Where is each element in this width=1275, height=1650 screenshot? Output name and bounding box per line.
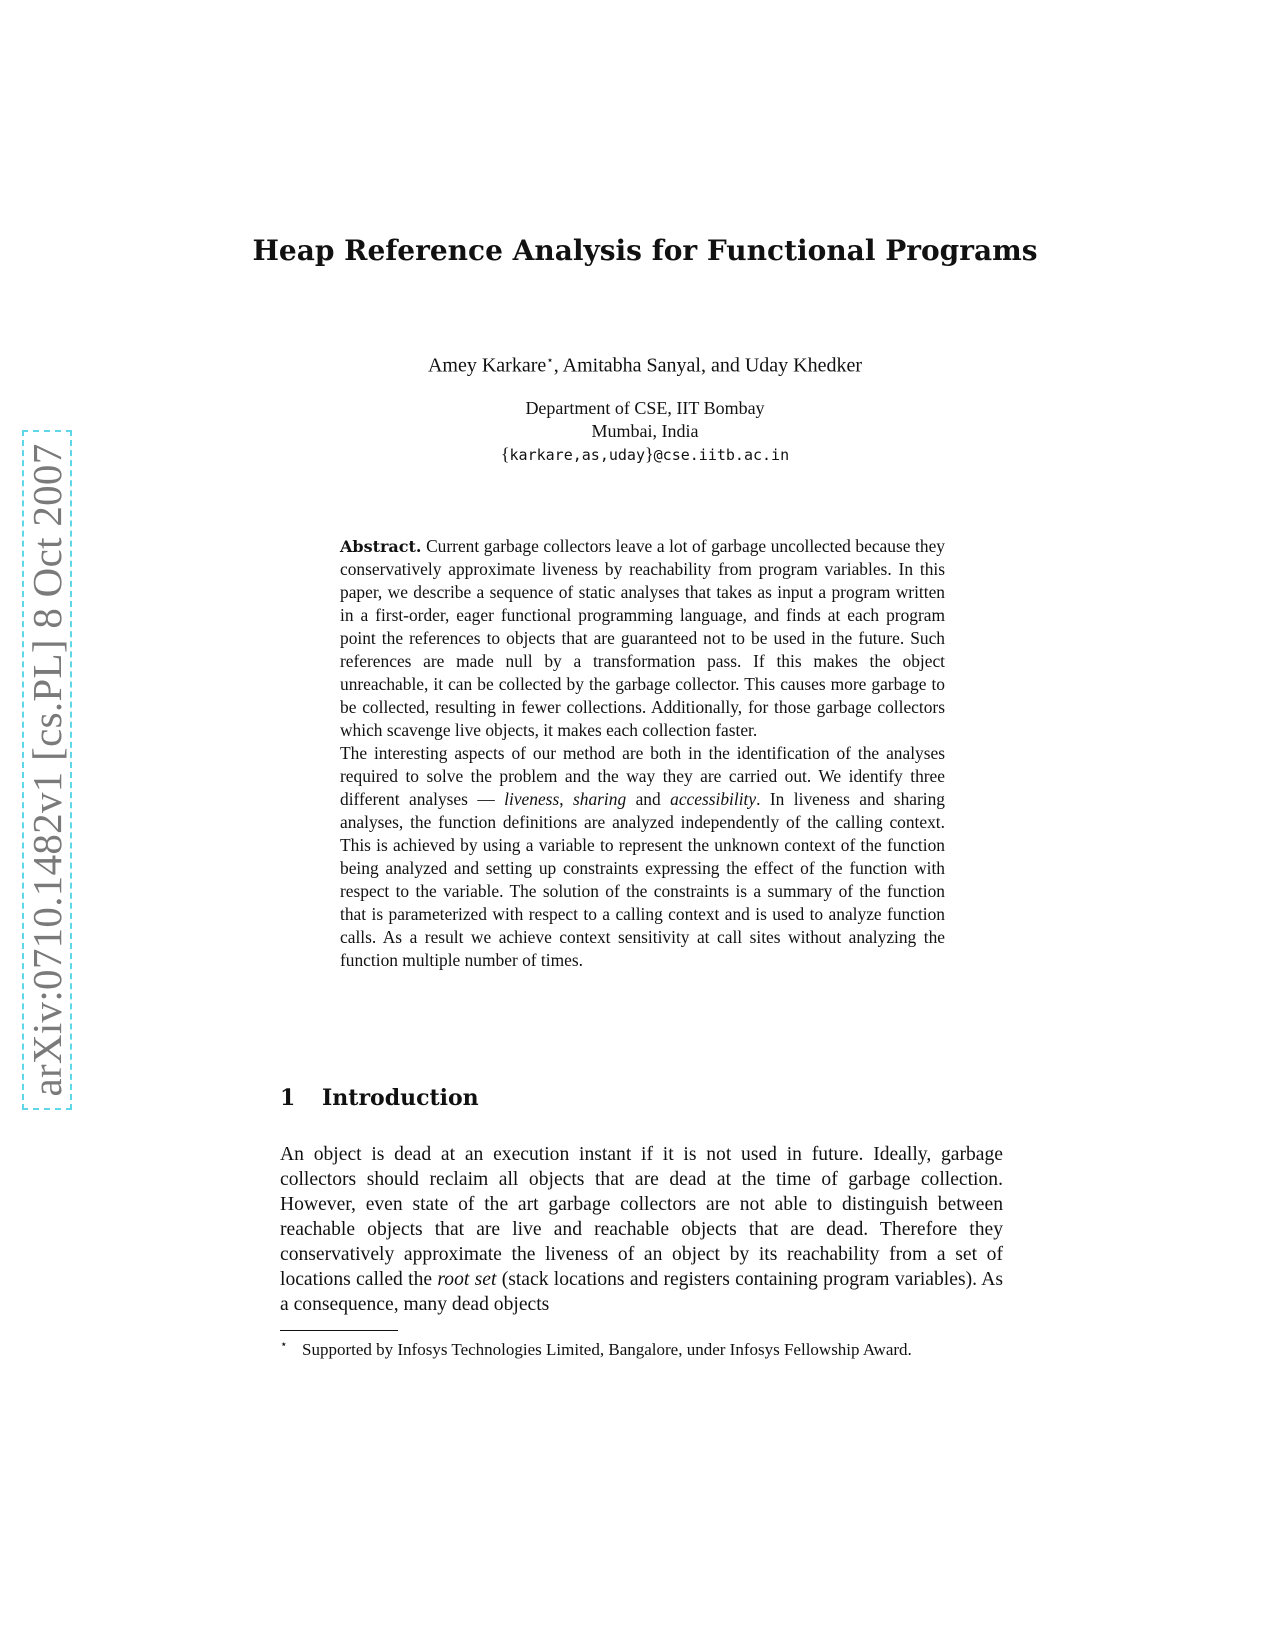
abstract-p2-text-a: The interesting aspects of our method are both in the identification of the analyses required to solve the problem and the way they are carried out. We identify three different analyses — [340, 743, 945, 809]
email-domain: @cse.iitb.ac.in [653, 446, 790, 464]
paper-title: Heap Reference Analysis for Functional Programs [252, 234, 1038, 267]
affiliation-department: Department of CSE, IIT Bombay [525, 398, 765, 418]
abstract-p1-text: Current garbage collectors leave a lot of garbage uncollected because they conservatively approximate liveness by reachability from program variables. In this paper, we describe a sequence of static analyses that takes as input a program written in a first-order, eager functional programming language, and finds at each program point the references to objects that are guaranteed not to be used in the future. Such references are made null by a transformation pass. If this makes the object unreachable, it can be collected by the garbage collector. This causes more garbage to be collected, resulting in fewer collections. Additionally, for those garbage collectors which scavenge live objects, it makes each collection faster. [340, 536, 945, 740]
author-rest: , Amitabha Sanyal, and Uday Khedker [553, 354, 863, 377]
intro-paragraph [280, 1142, 1003, 1317]
section-heading [280, 1085, 479, 1111]
email-brace-close: } [645, 444, 654, 464]
affiliation-location: Mumbai, India [591, 421, 699, 441]
author-list [250, 353, 1040, 378]
affiliation-email [250, 443, 1040, 467]
affiliation [250, 397, 1040, 467]
email-users: karkare,as,uday [509, 446, 645, 464]
footnote: ⋆ Supported by Infosys Technologies Limited, Bangalore, under Infosys Fellowship Award. [280, 1337, 912, 1359]
footnote-text: Supported by Infosys Technologies Limited, Bangalore, under Infosys Fellowship Award. [302, 1340, 912, 1359]
abstract-p2-text-b: . In liveness and sharing analyses, the function definitions are analyzed independently of the calling context. This is achieved by using a variable to represent the unknown context of the function being analyzed and setting up constraints expressing the effect of the function with respect to the variable. The solution of the constraints is a summary of the function that is parameterized with respect to a calling context and is used to analyze function calls. As a result we achieve context sensitivity at call sites without analyzing the function multiple number of times. [340, 789, 945, 970]
abstract-paragraph-1 [340, 535, 945, 742]
intro-text-a: An object is dead at an execution instant if it is not used in future. Ideally, garbage collectors should reclaim all objects that are dead at the time of garbage collection. However, even state of the art garbage collectors are not able to distinguish between reachable objects that are live and reachable objects that are dead. Therefore they conservatively approximate the liveness of an object by its reachability from a set of locations called the [280, 1144, 1003, 1290]
term-sharing: sharing [573, 789, 627, 809]
arxiv-stamp-text: arXiv:0710.1482v1 [cs.PL] 8 Oct 2007 [24, 443, 70, 1097]
arxiv-stamp [22, 430, 72, 1110]
abstract-label: Abstract. [340, 537, 422, 556]
author-first: Amey Karkare [427, 354, 547, 377]
intro-text-b: (stack locations and registers containing program variables). As a consequence, many dead objects [280, 1269, 1003, 1315]
author-footnote-mark: ⋆ [546, 353, 554, 367]
section-number: 1 [280, 1085, 296, 1111]
term-accessibility: accessibility [670, 789, 757, 809]
term-root-set: root set [437, 1269, 497, 1290]
section-title: Introduction [322, 1085, 479, 1111]
email-brace-open: { [500, 444, 510, 464]
abstract-paragraph-2 [340, 742, 945, 972]
abstract-comma: , [559, 789, 573, 809]
abstract [340, 535, 945, 972]
abstract-and: and [626, 789, 671, 809]
term-liveness: liveness [504, 789, 560, 809]
footnote-rule [280, 1330, 398, 1331]
